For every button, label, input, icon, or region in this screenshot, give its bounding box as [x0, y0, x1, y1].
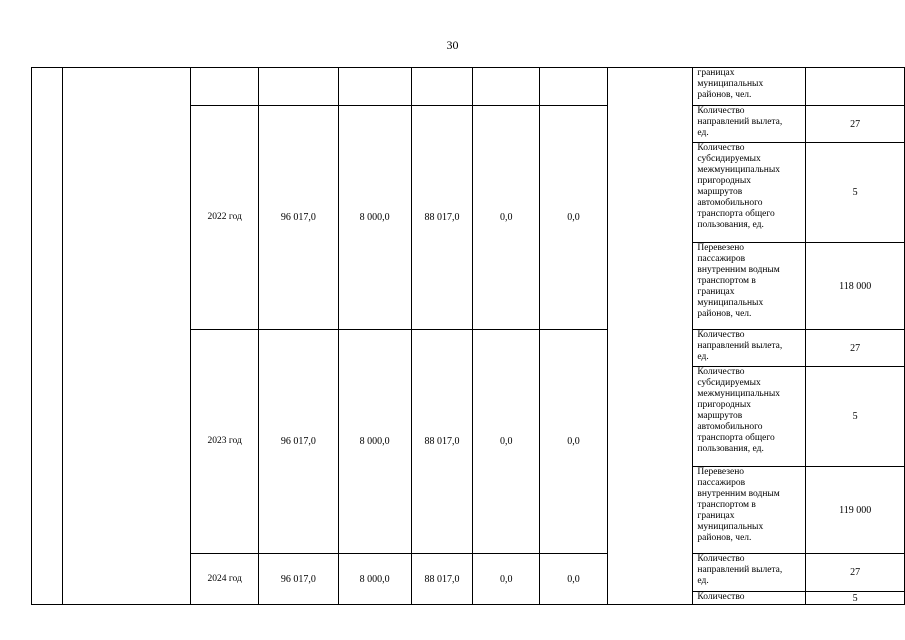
regional-cell [411, 68, 473, 106]
local-cell: 0,0 [473, 554, 540, 605]
executor-cell [607, 68, 693, 605]
regional-cell: 88 017,0 [411, 330, 473, 554]
other-cell: 0,0 [540, 106, 608, 330]
indicator-name: Количество направлений вылета, ед. [693, 330, 806, 367]
total-cell [259, 68, 339, 106]
indicator-name: Количество направлений вылета, ед. [693, 554, 806, 592]
indicator-value: 118 000 [806, 243, 905, 330]
budget-table [31, 67, 905, 605]
total-cell: 96 017,0 [259, 554, 339, 605]
regional-cell: 88 017,0 [411, 106, 473, 330]
local-cell [473, 68, 540, 106]
regional-cell: 88 017,0 [411, 554, 473, 605]
indicator-value [806, 68, 905, 106]
indicator-value: 5 [806, 143, 905, 243]
year-cell [191, 68, 259, 106]
indicator-value: 5 [806, 592, 905, 605]
federal-cell: 8 000,0 [338, 106, 411, 330]
federal-cell: 8 000,0 [338, 554, 411, 605]
number-cell [32, 68, 63, 605]
indicator-name: Количество [693, 592, 806, 605]
federal-cell: 8 000,0 [338, 330, 411, 554]
total-cell: 96 017,0 [259, 106, 339, 330]
page-number: 30 [446, 38, 459, 52]
event-name-cell [62, 68, 190, 605]
indicator-value: 5 [806, 367, 905, 467]
indicator-name: границах муниципальных районов, чел. [693, 68, 806, 106]
indicator-name: Количество субсидируемых межмуниципальных пригородных маршрутов автомобильного транспорта общего пользования, ед. [693, 367, 806, 467]
indicator-name: Перевезено пассажиров внутренним водным транспортом в границах муниципальных районов, чел. [693, 467, 806, 554]
indicator-value: 27 [806, 106, 905, 143]
year-cell: 2022 год [191, 106, 259, 330]
local-cell: 0,0 [473, 106, 540, 330]
local-cell: 0,0 [473, 330, 540, 554]
year-cell: 2023 год [191, 330, 259, 554]
federal-cell [338, 68, 411, 106]
other-cell: 0,0 [540, 554, 608, 605]
indicator-value: 27 [806, 330, 905, 367]
indicator-name: Перевезено пассажиров внутренним водным транспортом в границах муниципальных районов, чел. [693, 243, 806, 330]
year-cell: 2024 год [191, 554, 259, 605]
total-cell: 96 017,0 [259, 330, 339, 554]
indicator-value: 119 000 [806, 467, 905, 554]
indicator-value: 27 [806, 554, 905, 592]
indicator-name: Количество направлений вылета, ед. [693, 106, 806, 143]
other-cell [540, 68, 608, 106]
other-cell: 0,0 [540, 330, 608, 554]
indicator-name: Количество субсидируемых межмуниципальных пригородных маршрутов автомобильного транспорта общего пользования, ед. [693, 143, 806, 243]
